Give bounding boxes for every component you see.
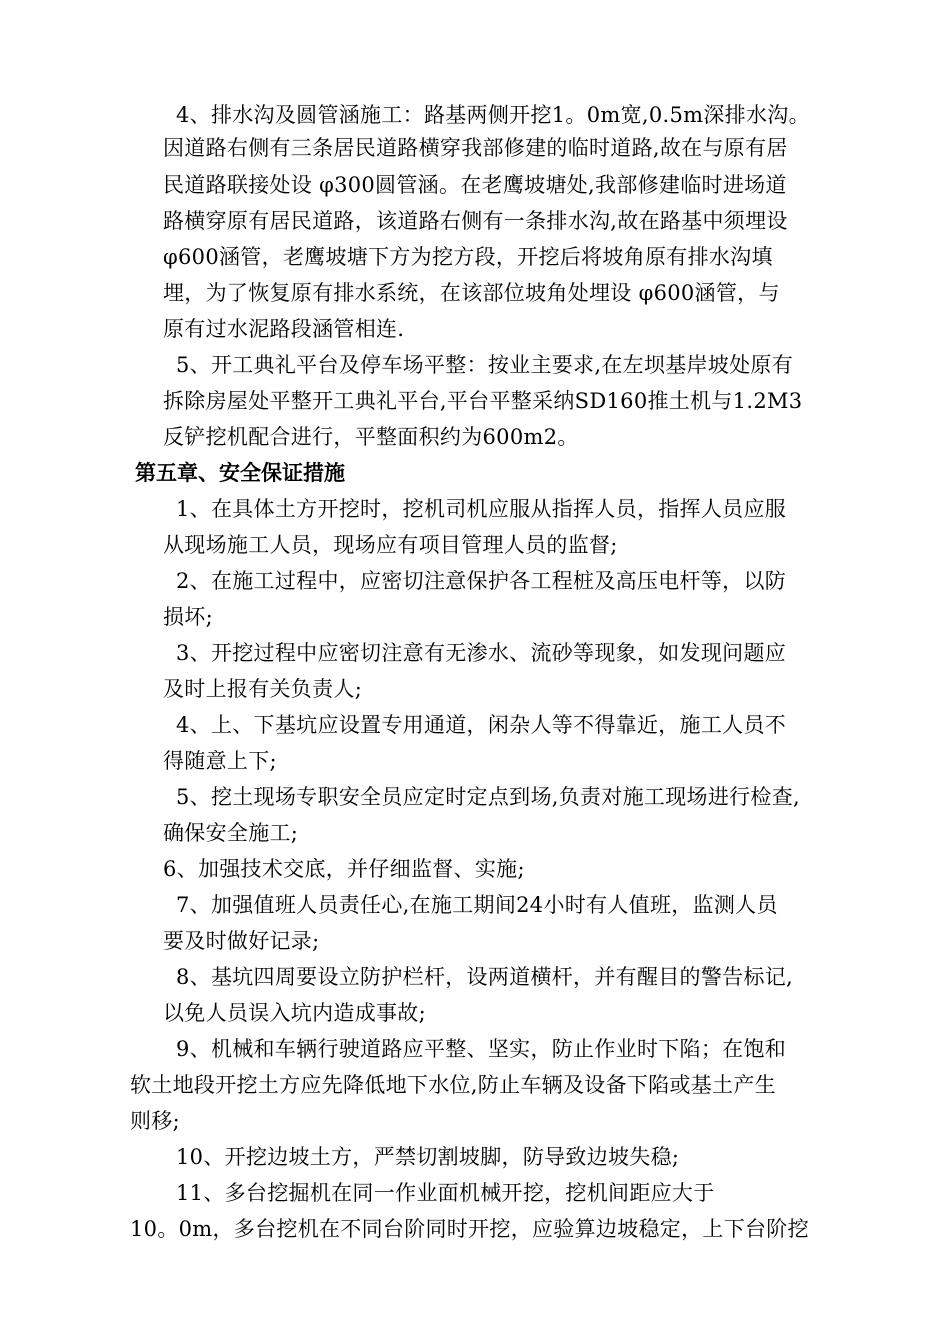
safety-item-7-line-1: 7、加强值班人员责任心,在施工期间24小时有人值班，监测人员: [176, 893, 778, 917]
drainage-para-line-6: 埋，为了恢复原有排水系统，在该部位坡角处埋设 φ600涵管，与: [163, 281, 780, 305]
safety-item-9-line-3: 则移;: [130, 1109, 180, 1133]
safety-item-5-line-2: 确保安全施工;: [163, 821, 299, 845]
safety-item-2-line-1: 2、在施工过程中，应密切注意保护各工程桩及高压电杆等，以防: [176, 569, 787, 593]
platform-para-line-2: 拆除房屋处平整开工典礼平台,平台平整采纳SD160推土机与1.2M3: [163, 389, 803, 413]
platform-para-line-1: 5、开工典礼平台及停车场平整：按业主要求,在左坝基岸坡处原有: [176, 353, 794, 377]
safety-item-1-line-1: 1、在具体土方开挖时，挖机司机应服从指挥人员，指挥人员应服: [176, 497, 787, 521]
safety-item-7-line-2: 要及时做好记录;: [163, 929, 320, 953]
safety-item-8-line-1: 8、基坑四周要设立防护栏杆，设两道横杆，并有醒目的警告标记,: [176, 965, 794, 989]
safety-item-1-line-2: 从现场施工人员，现场应有项目管理人员的监督;: [163, 533, 618, 557]
safety-item-11-line-1: 11、多台挖掘机在同一作业面机械开挖，挖机间距应大于: [176, 1181, 715, 1205]
drainage-para-line-3: 民道路联接处设 φ300圆管涵。在老鹰坡塘处,我部修建临时进场道: [163, 173, 787, 197]
safety-item-5-line-1: 5、挖土现场专职安全员应定时定点到场,负责对施工现场进行检查,: [176, 785, 801, 809]
drainage-para-line-4: 路横穿原有居民道路，该道路右侧有一条排水沟,故在路基中须埋设: [163, 209, 788, 233]
safety-item-6-line-1: 6、加强技术交底，并仔细监督、实施;: [163, 857, 525, 881]
drainage-para-line-1: 4、排水沟及圆管涵施工：路基两侧开挖1。0m宽,0.5m深排水沟。: [176, 103, 810, 127]
platform-para-line-3: 反铲挖机配合进行，平整面积约为600m2。: [163, 425, 579, 449]
safety-item-9-line-2: 软土地段开挖土方应先降低地下水位,防止车辆及设备下陷或基土产生: [130, 1073, 776, 1097]
safety-item-11-line-2: 10。0m，多台挖机在不同台阶同时开挖，应验算边坡稳定，上下台阶挖: [130, 1217, 809, 1241]
drainage-para-line-5: φ600涵管，老鹰坡塘下方为挖方段，开挖后将坡角原有排水沟填: [163, 245, 773, 269]
safety-item-4-line-2: 得随意上下;: [163, 749, 277, 773]
chapter-five-heading: 第五章、安全保证措施: [135, 461, 345, 485]
safety-item-9-line-1: 9、机械和车辆行驶道路应平整、坚实，防止作业时下陷；在饱和: [176, 1037, 787, 1061]
safety-item-3-line-1: 3、开挖过程中应密切注意有无渗水、流砂等现象，如发现问题应: [176, 641, 787, 665]
safety-item-4-line-1: 4、上、下基坑应设置专用通道，闲杂人等不得靠近，施工人员不: [176, 713, 787, 737]
safety-item-2-line-2: 损坏;: [163, 605, 213, 629]
safety-item-10-line-1: 10、开挖边坡土方，严禁切割坡脚，防导致边坡失稳;: [176, 1145, 680, 1169]
drainage-para-line-7: 原有过水泥路段涵管相连.: [163, 317, 405, 341]
safety-item-3-line-2: 及时上报有关负责人;: [163, 677, 363, 701]
drainage-para-line-2: 因道路右侧有三条居民道路横穿我部修建的临时道路,故在与原有居: [163, 136, 788, 160]
safety-item-8-line-2: 以免人员误入坑内造成事故;: [163, 1001, 426, 1025]
